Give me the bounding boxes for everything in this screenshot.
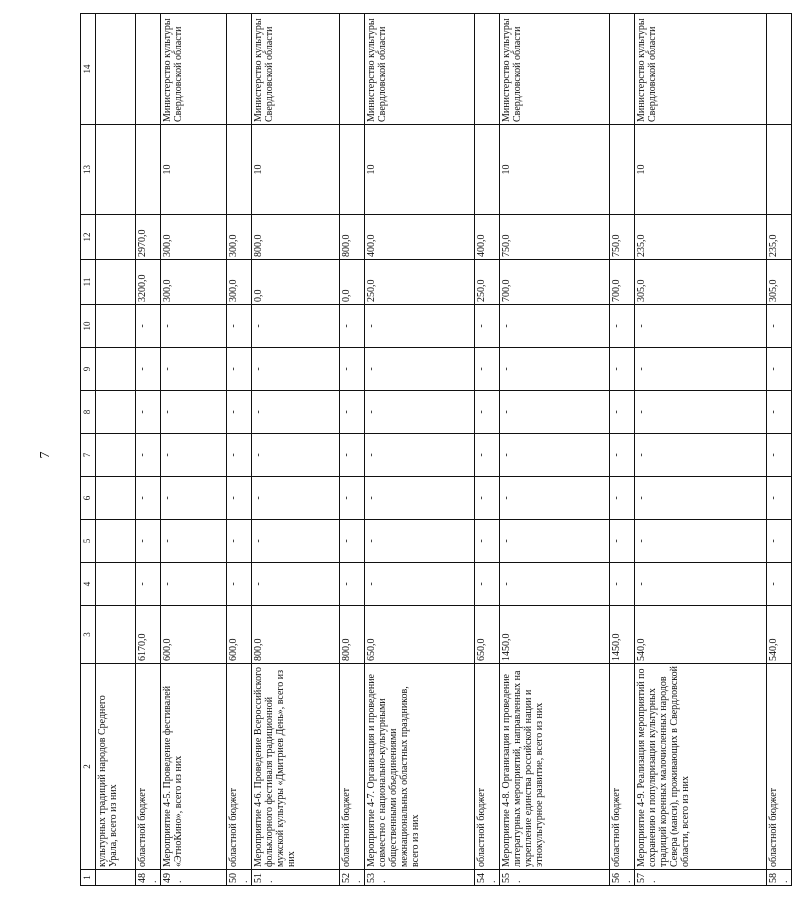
column-header-8: 8 [81, 391, 96, 434]
cell-num: 51. [252, 870, 340, 886]
cell-c6: - [767, 477, 792, 520]
table-body [81, 14, 792, 886]
cell-c13 [136, 125, 161, 215]
cell-c10: - [767, 305, 792, 348]
cell-c4: - [136, 563, 161, 606]
cell-c7: - [227, 434, 252, 477]
cell-c11 [96, 260, 136, 305]
cell-c10: - [635, 305, 767, 348]
cell-num: 54. [475, 870, 500, 886]
cell-c14 [475, 14, 500, 125]
cell-c12: 235,0 [635, 215, 767, 260]
cell-c3: 600,0 [227, 606, 252, 664]
column-number-header [81, 14, 96, 886]
cell-num: 58. [767, 870, 792, 886]
cell-c4: - [227, 563, 252, 606]
table-row [610, 14, 635, 886]
cell-c13 [767, 125, 792, 215]
cell-c5: - [475, 520, 500, 563]
cell-c7 [96, 434, 136, 477]
cell-c13: 10 [500, 125, 610, 215]
cell-num: 55. [500, 870, 610, 886]
cell-c3: 800,0 [340, 606, 365, 664]
cell-c11: 700,0 [500, 260, 610, 305]
cell-c5: - [500, 520, 610, 563]
cell-c9: - [475, 348, 500, 391]
cell-c12 [96, 215, 136, 260]
cell-c13 [96, 125, 136, 215]
cell-c6: - [136, 477, 161, 520]
cell-c10: - [161, 305, 227, 348]
cell-c4: - [635, 563, 767, 606]
cell-c13 [610, 125, 635, 215]
cell-name: культурных традиций народов Среднего Урала, всего из них [96, 664, 136, 870]
cell-c6: - [161, 477, 227, 520]
cell-c4: - [161, 563, 227, 606]
cell-c7: - [610, 434, 635, 477]
cell-c5: - [635, 520, 767, 563]
cell-c9: - [500, 348, 610, 391]
cell-name: Мероприятие 4-5. Проведение фестивалей «ЭтноКино», всего из них [161, 664, 227, 870]
cell-name: областной бюджет [767, 664, 792, 870]
cell-c10: - [500, 305, 610, 348]
cell-c11: 300,0 [227, 260, 252, 305]
cell-c13: 10 [252, 125, 340, 215]
cell-c12: 300,0 [161, 215, 227, 260]
cell-c11: 305,0 [767, 260, 792, 305]
cell-c4 [96, 563, 136, 606]
column-header-4: 4 [81, 563, 96, 606]
cell-num: 49. [161, 870, 227, 886]
table-row [340, 14, 365, 886]
column-header-11: 11 [81, 260, 96, 305]
cell-c7: - [500, 434, 610, 477]
cell-c7: - [340, 434, 365, 477]
column-header-2: 2 [81, 664, 96, 870]
rotated-table-container [80, 18, 790, 886]
cell-num: 57. [635, 870, 767, 886]
cell-c6: - [365, 477, 475, 520]
column-header-14: 14 [81, 14, 96, 125]
table-row [767, 14, 792, 886]
cell-c11: 250,0 [475, 260, 500, 305]
cell-c9: - [610, 348, 635, 391]
cell-c8: - [161, 391, 227, 434]
cell-c11: 0,0 [252, 260, 340, 305]
cell-c14: Министерство культуры Свердловской области [252, 14, 340, 125]
cell-c14: Министерство культуры Свердловской области [635, 14, 767, 125]
cell-c9: - [161, 348, 227, 391]
cell-c9: - [635, 348, 767, 391]
cell-c9: - [252, 348, 340, 391]
cell-c7: - [136, 434, 161, 477]
cell-c12: 2970,0 [136, 215, 161, 260]
cell-c6: - [340, 477, 365, 520]
cell-num: 56. [610, 870, 635, 886]
cell-c12: 300,0 [227, 215, 252, 260]
cell-c4: - [767, 563, 792, 606]
cell-c3: 650,0 [475, 606, 500, 664]
cell-c12: 235,0 [767, 215, 792, 260]
page-number: 7 [38, 451, 53, 459]
cell-c12: 800,0 [252, 215, 340, 260]
cell-c11: 700,0 [610, 260, 635, 305]
cell-c10: - [475, 305, 500, 348]
cell-c14 [96, 14, 136, 125]
cell-c13 [475, 125, 500, 215]
column-header-3: 3 [81, 606, 96, 664]
cell-c3: 6170,0 [136, 606, 161, 664]
table-row [475, 14, 500, 886]
cell-c4: - [365, 563, 475, 606]
cell-c12: 750,0 [610, 215, 635, 260]
cell-c3: 800,0 [252, 606, 340, 664]
cell-c7: - [161, 434, 227, 477]
cell-c14: Министерство культуры Свердловской области [161, 14, 227, 125]
cell-c4: - [252, 563, 340, 606]
cell-c8: - [475, 391, 500, 434]
cell-name: областной бюджет [340, 664, 365, 870]
cell-c12: 400,0 [475, 215, 500, 260]
cell-name: Мероприятие 4-6. Проведение Всероссийского фольклорного фестиваля традиционной мужской культуры «Дмитриев День», всего из них [252, 664, 340, 870]
cell-name: областной бюджет [136, 664, 161, 870]
cell-name: областной бюджет [227, 664, 252, 870]
table-row [500, 14, 610, 886]
cell-c14: Министерство культуры Свердловской области [500, 14, 610, 125]
cell-c9: - [227, 348, 252, 391]
cell-c13: 10 [161, 125, 227, 215]
cell-c5: - [161, 520, 227, 563]
cell-num: 50. [227, 870, 252, 886]
cell-c13: 10 [635, 125, 767, 215]
cell-c12: 400,0 [365, 215, 475, 260]
cell-c8: - [635, 391, 767, 434]
cell-c10: - [610, 305, 635, 348]
cell-c10: - [365, 305, 475, 348]
cell-c3 [96, 606, 136, 664]
cell-c5: - [136, 520, 161, 563]
cell-num: 48. [136, 870, 161, 886]
cell-c3: 600,0 [161, 606, 227, 664]
budget-table [80, 13, 792, 886]
cell-c7: - [475, 434, 500, 477]
cell-c10: - [136, 305, 161, 348]
column-header-1: 1 [81, 870, 96, 886]
cell-c7: - [252, 434, 340, 477]
cell-c8: - [365, 391, 475, 434]
cell-c5: - [365, 520, 475, 563]
cell-num: 53. [365, 870, 475, 886]
cell-name: областной бюджет [475, 664, 500, 870]
cell-c13 [340, 125, 365, 215]
cell-c14 [767, 14, 792, 125]
cell-c6: - [610, 477, 635, 520]
table-row [96, 14, 136, 886]
cell-c8: - [136, 391, 161, 434]
cell-c9: - [767, 348, 792, 391]
cell-name: областной бюджет [610, 664, 635, 870]
cell-c9: - [340, 348, 365, 391]
cell-c8: - [610, 391, 635, 434]
cell-c3: 540,0 [767, 606, 792, 664]
column-header-5: 5 [81, 520, 96, 563]
column-header-7: 7 [81, 434, 96, 477]
column-header-6: 6 [81, 477, 96, 520]
cell-num [96, 870, 136, 886]
cell-c10: - [340, 305, 365, 348]
cell-c11: 0,0 [340, 260, 365, 305]
cell-c3: 650,0 [365, 606, 475, 664]
cell-c3: 540,0 [635, 606, 767, 664]
cell-num: 52. [340, 870, 365, 886]
table-row [136, 14, 161, 886]
column-header-13: 13 [81, 125, 96, 215]
cell-name: Мероприятие 4-8. Организация и проведение литературных мероприятий, направленных на укрепление единства российской нации и этнокультурное развитие, всего из них [500, 664, 610, 870]
table-row [635, 14, 767, 886]
cell-c5: - [610, 520, 635, 563]
cell-c5: - [767, 520, 792, 563]
cell-c5: - [252, 520, 340, 563]
cell-c5: - [340, 520, 365, 563]
table-row [365, 14, 475, 886]
cell-c8: - [340, 391, 365, 434]
cell-c6: - [227, 477, 252, 520]
table-row [252, 14, 340, 886]
cell-c6: - [475, 477, 500, 520]
cell-c11: 300,0 [161, 260, 227, 305]
column-header-12: 12 [81, 215, 96, 260]
cell-c5 [96, 520, 136, 563]
cell-c14 [610, 14, 635, 125]
cell-c6: - [252, 477, 340, 520]
column-header-10: 10 [81, 305, 96, 348]
cell-c7: - [365, 434, 475, 477]
cell-c7: - [635, 434, 767, 477]
column-header-9: 9 [81, 348, 96, 391]
cell-c9 [96, 348, 136, 391]
cell-c6: - [500, 477, 610, 520]
cell-c4: - [610, 563, 635, 606]
cell-c11: 3200,0 [136, 260, 161, 305]
cell-c3: 1450,0 [610, 606, 635, 664]
cell-c6 [96, 477, 136, 520]
cell-c9: - [136, 348, 161, 391]
cell-c6: - [635, 477, 767, 520]
cell-c10: - [227, 305, 252, 348]
cell-c11: 250,0 [365, 260, 475, 305]
cell-c4: - [475, 563, 500, 606]
cell-c14 [136, 14, 161, 125]
cell-c14: Министерство культуры Свердловской области [365, 14, 475, 125]
cell-c10 [96, 305, 136, 348]
table-row [227, 14, 252, 886]
table-row [161, 14, 227, 886]
cell-c12: 800,0 [340, 215, 365, 260]
cell-c4: - [340, 563, 365, 606]
cell-c14 [340, 14, 365, 125]
cell-c10: - [252, 305, 340, 348]
cell-c9: - [365, 348, 475, 391]
cell-name: Мероприятие 4-9. Реализация мероприятий по сохранению и популяризации культурных традиций коренных малочисленных народов Севера (манси), проживающих в Свердловской области, всего из них [635, 664, 767, 870]
cell-c11: 305,0 [635, 260, 767, 305]
cell-c5: - [227, 520, 252, 563]
cell-c12: 750,0 [500, 215, 610, 260]
cell-c3: 1450,0 [500, 606, 610, 664]
cell-c13 [227, 125, 252, 215]
cell-c13: 10 [365, 125, 475, 215]
cell-c7: - [767, 434, 792, 477]
cell-c8: - [227, 391, 252, 434]
cell-c8: - [767, 391, 792, 434]
cell-c4: - [500, 563, 610, 606]
cell-c8: - [252, 391, 340, 434]
cell-c8 [96, 391, 136, 434]
cell-c14 [227, 14, 252, 125]
cell-c8: - [500, 391, 610, 434]
cell-name: Мероприятие 4-7. Организация и проведение совместно с национально-культурными общественными объединениями межнациональных областных праздников, всего из них [365, 664, 475, 870]
